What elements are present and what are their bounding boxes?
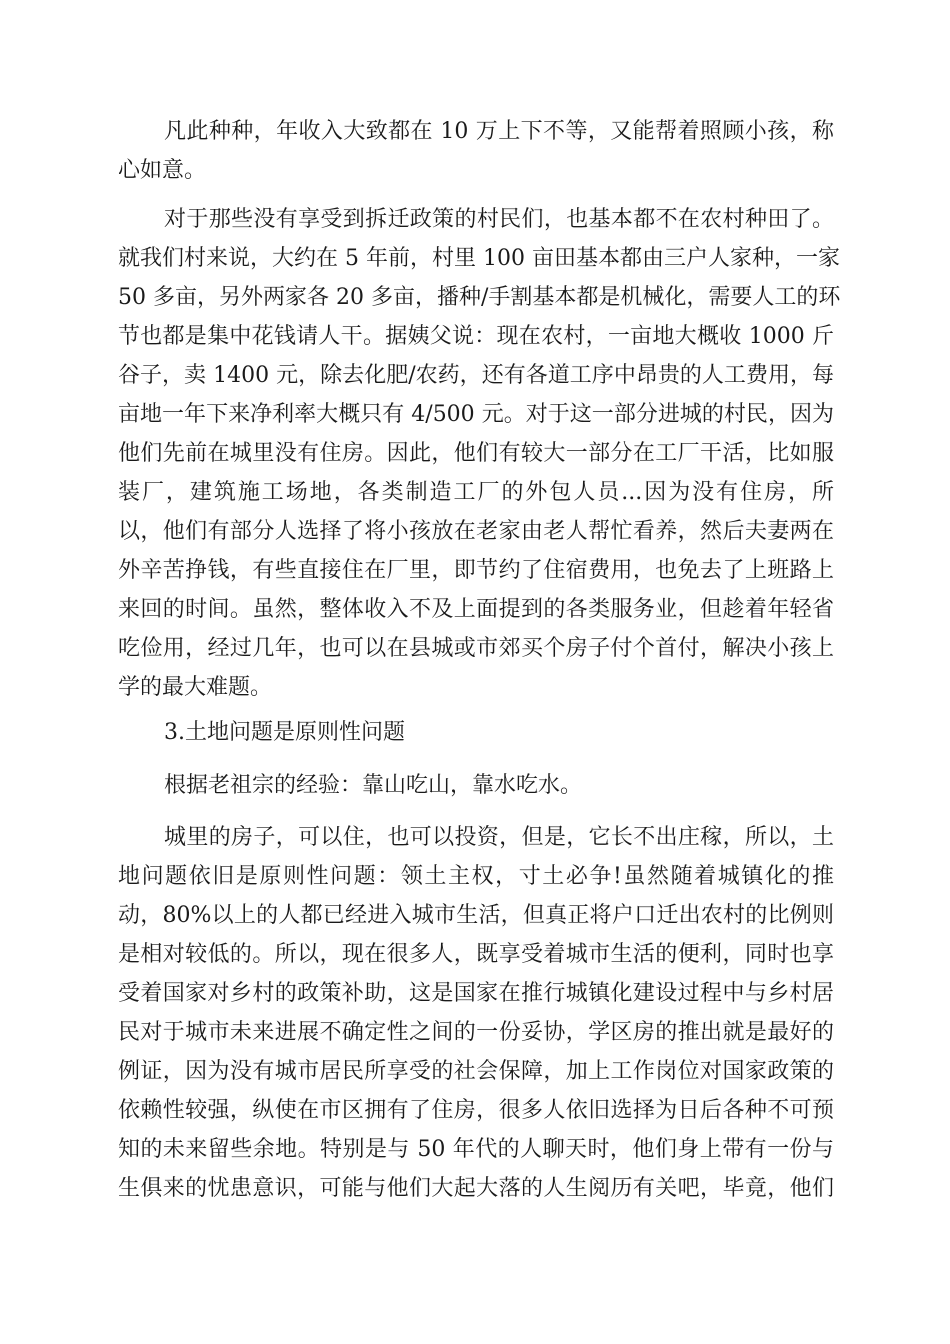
paragraph-line: 就我们村来说，大约在 5 年前，村里 100 亩田基本都由三户人家种，一家 <box>118 246 840 271</box>
paragraph-line: 心如意。 <box>118 158 207 183</box>
paragraph-line: 民对于城市未来进展不确定性之间的一份妥协，学区房的推出就是最好的 <box>118 1020 834 1045</box>
paragraph-ancestral-wisdom <box>118 766 834 805</box>
paragraph-land-principle <box>118 818 834 1208</box>
paragraph-line: 城里的房子，可以住，也可以投资，但是，它长不出庄稼，所以，土 <box>164 825 834 850</box>
paragraph-line: 动，80%以上的人都已经进入城市生活，但真正将户口迁出农村的比例则 <box>118 903 834 928</box>
paragraph-line: 50 多亩，另外两家各 20 多亩，播种/手割基本都是机械化，需要人工的环 <box>118 285 841 310</box>
section-heading-text: 3.土地问题是原则性问题 <box>164 720 405 745</box>
paragraph-line: 知的未来留些余地。特别是与 50 年代的人聊天时，他们身上带有一份与 <box>118 1137 834 1162</box>
paragraph-income-summary <box>118 112 834 190</box>
paragraph-line: 受着国家对乡村的政策补助，这是国家在推行城镇化建设过程中与乡村居 <box>118 981 834 1006</box>
section-heading <box>118 713 834 752</box>
paragraph-line: 是相对较低的。所以，现在很多人，既享受着城市生活的便利，同时也享 <box>118 942 834 967</box>
paragraph-line: 依赖性较强，纵使在市区拥有了住房，很多人依旧选择为日后各种不可预 <box>118 1098 834 1123</box>
paragraph-line: 谷子，卖 1400 元，除去化肥/农药，还有各道工序中昂贵的人工费用，每 <box>118 363 834 388</box>
paragraph-line: 根据老祖宗的经验：靠山吃山，靠水吃水。 <box>164 773 583 798</box>
paragraph-line: 学的最大难题。 <box>118 675 273 700</box>
paragraph-line: 外辛苦挣钱，有些直接住在厂里，即节约了住宿费用，也免去了上班路上 <box>118 558 834 583</box>
paragraph-line: 他们先前在城里没有住房。因此，他们有较大一部分在工厂干活，比如服 <box>118 441 834 466</box>
paragraph-line: 对于那些没有享受到拆迁政策的村民们，也基本都不在农村种田了。 <box>164 207 834 232</box>
paragraph-line: 装厂，建筑施工场地，各类制造工厂的外包人员...因为没有住房，所 <box>118 480 834 505</box>
paragraph-line: 凡此种种，年收入大致都在 10 万上下不等，又能帮着照顾小孩，称 <box>164 119 834 144</box>
paragraph-line: 生俱来的忧患意识，可能与他们大起大落的人生阅历有关吧，毕竟，他们 <box>118 1176 834 1201</box>
paragraph-line: 例证，因为没有城市居民所享受的社会保障，加上工作岗位对国家政策的 <box>118 1059 834 1084</box>
paragraph-rural-villagers <box>118 200 841 707</box>
paragraph-line: 来回的时间。虽然，整体收入不及上面提到的各类服务业，但趁着年轻省 <box>118 597 834 622</box>
paragraph-line: 节也都是集中花钱请人干。据姨父说：现在农村，一亩地大概收 1000 斤 <box>118 324 834 349</box>
paragraph-line: 亩地一年下来净利率大概只有 4/500 元。对于这一部分进城的村民，因为 <box>118 402 834 427</box>
paragraph-line: 吃俭用，经过几年，也可以在县城或市郊买个房子付个首付，解决小孩上 <box>118 636 834 661</box>
paragraph-line: 地问题依旧是原则性问题：领土主权，寸土必争!虽然随着城镇化的推 <box>118 864 834 889</box>
paragraph-line: 以，他们有部分人选择了将小孩放在老家由老人帮忙看养，然后夫妻两在 <box>118 519 834 544</box>
